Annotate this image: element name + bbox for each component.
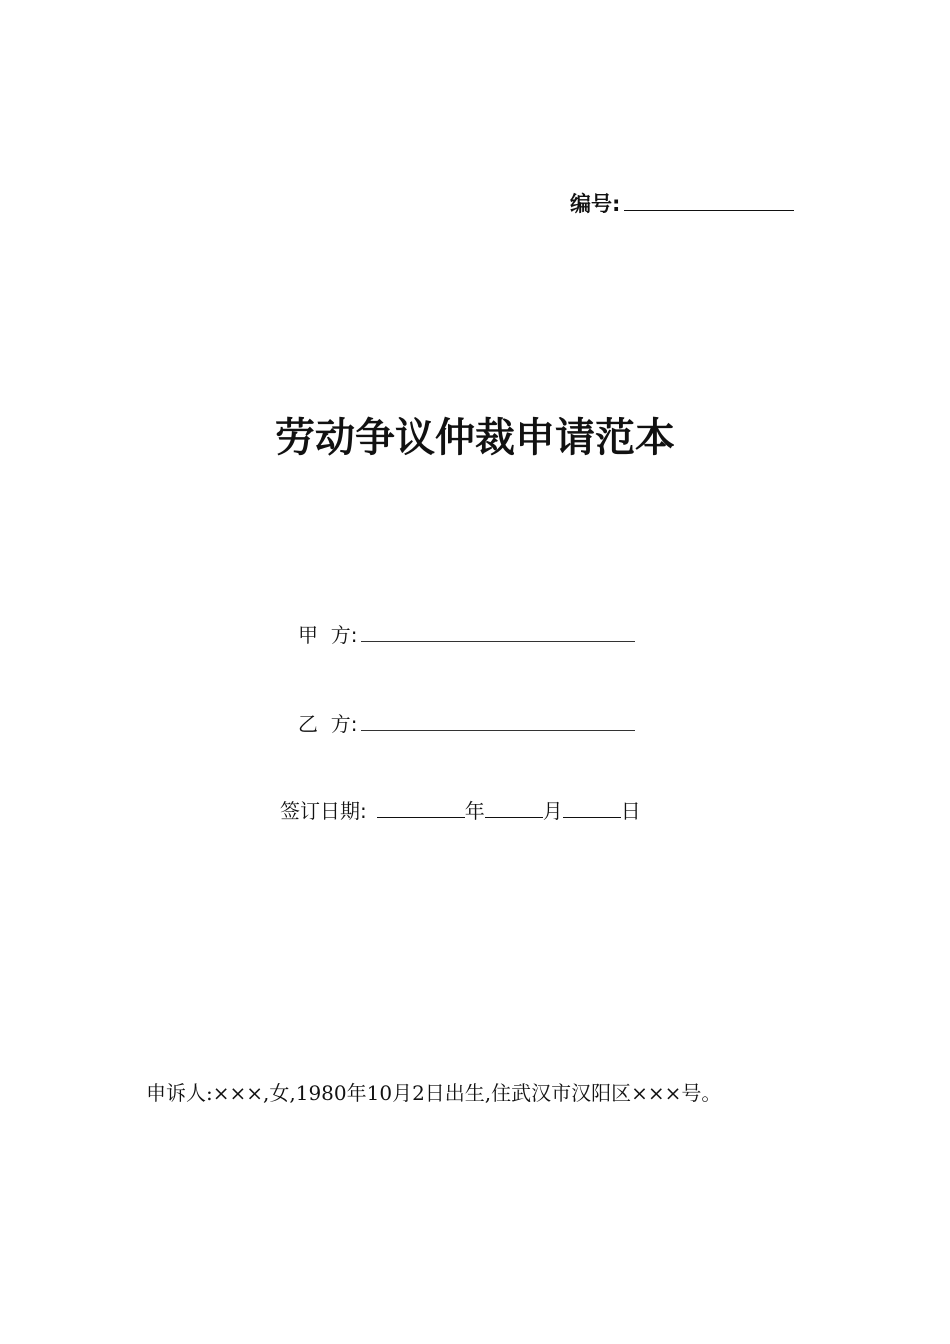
serial-number-label: 编号: [570,192,621,216]
serial-number-blank[interactable] [624,188,794,211]
sign-date-month-blank[interactable] [485,795,543,818]
sign-date-field [280,795,641,826]
sign-date-day-blank[interactable] [563,795,621,818]
party-b-label: 乙 方: [298,712,358,736]
serial-number-field [570,188,794,219]
sign-date-year-label: 年 [464,799,485,823]
sign-date-year-blank[interactable] [377,795,465,818]
party-b-blank[interactable] [361,708,635,731]
sign-date-month-label: 月 [542,799,563,823]
party-a-label: 甲 方: [298,623,358,647]
party-a-blank[interactable] [361,619,635,642]
party-b-field [298,708,635,739]
party-a-field [298,619,635,650]
sign-date-day-label: 日 [620,799,641,823]
body-paragraph: 申诉人:×××,女,1980年10月2日出生,住武汉市汉阳区×××号。 [146,1081,722,1105]
sign-date-label: 签订日期: [280,799,367,823]
document-title: 劳动争议仲裁申请范本 [275,415,675,461]
